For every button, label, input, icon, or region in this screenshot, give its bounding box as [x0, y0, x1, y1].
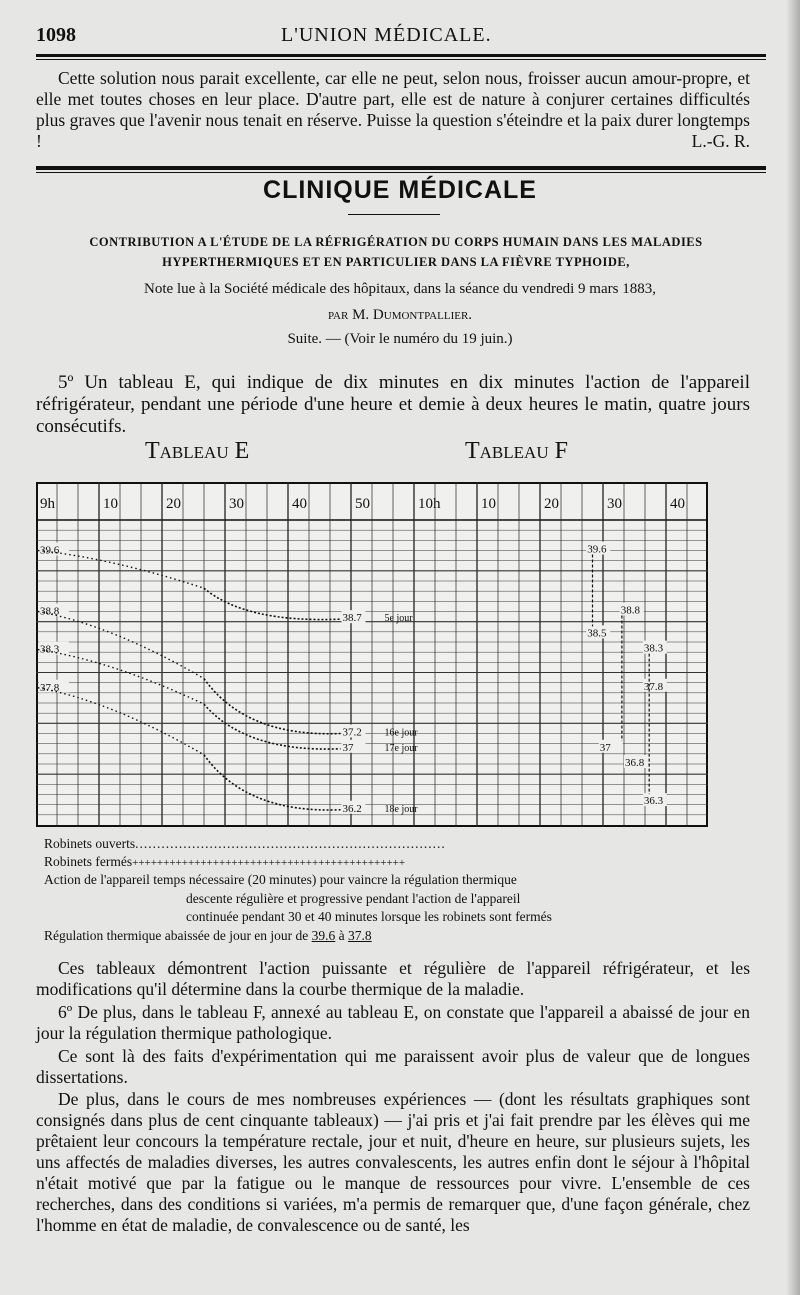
intro-text: Cette solution nous parait excellente, car elle ne peut, selon nous, froisser aucun amour-propre, et elle met toutes choses en leur place. D'autre part, elle est de nature à conjurer certaines difficultés plus graves que l'avenir nous tenait en réserve. Puisse la question s'éteindre et la paix durer longtemps ! [36, 68, 750, 151]
regulation-to: 37.8 [348, 928, 372, 943]
x-header-label: 40 [670, 496, 685, 512]
x-header-label: 10 [103, 496, 118, 512]
legend-robinets-ouverts: Robinets ouverts....................................................................... [44, 836, 446, 851]
body-paragraph-1-text: Ces tableaux démontrent l'action puissante et régulière de l'appareil réfrigérateur, et les modifications qu'il détermine dans la courbe thermique de la maladie. [36, 958, 750, 999]
x-header-label: 30 [229, 496, 244, 512]
author-name: par M. Dumontpallier. [327, 307, 473, 323]
chart-titles [0, 438, 800, 468]
body-paragraph-4 [36, 1089, 750, 1236]
article-author [0, 307, 800, 324]
legend-robinets-ouverts-label: Robinets ouverts [44, 836, 136, 851]
body-paragraph-4-text: De plus, dans le cours de mes nombreuses expériences — (dont les résultats graphiques sont consignés dans plus de cent cinquante tableaux) — j'ai pris et j'ai fait prendre par les élèves qui me prêtaient leur concours la température rectale, jour et nuit, d'heure en heure, sur plusieurs sujets, les uns affectés de maladies diverses, les autres convalescents, les autres enfin dont le séjour à l'hôpital n'était motivé que par la fatigue ou le manque de ressources pour vivre. L'ensemble de ces recherches, dans des conditions si variées, m'a permis de remarquer que, d'une façon générale, chez l'homme en état de maladie, de convalescence ou de santé, les [36, 1089, 750, 1235]
regulation-from: 39.6 [311, 928, 336, 943]
tableau-f-label: 39.6 [587, 543, 607, 556]
series-day-label: 5e jour [384, 613, 413, 625]
section-title: CLINIQUE MÉDICALE [263, 176, 537, 204]
x-header-label: 9h [40, 496, 55, 512]
series-day-label: 18e jour [384, 803, 418, 815]
article-title: CONTRIBUTION A L'ÉTUDE DE LA RÉFRIGÉRATION DU CORPS HUMAIN DANS LES MALADIES HYPERTHERMIQUES ET EN PARTICULIER DANS LA FIÈVRE TYPHOIDE, [89, 235, 703, 269]
tableau-e-title: Tableau E [145, 438, 250, 464]
series-end-label: 37.2 [342, 726, 362, 739]
x-header-label: 30 [607, 496, 622, 512]
tableau-f-label: 36.8 [625, 757, 645, 769]
body-paragraph-3 [36, 1046, 750, 1088]
legend-action-line2: descente régulière et progressive pendant l'action de l'appareil [186, 891, 521, 906]
body-paragraph-2 [36, 1002, 750, 1044]
temperature-label-left: 37.8 [40, 681, 60, 694]
legend-action-line1: Action de l'appareil temps nécessaire (20 minutes) pour vaincre la régulation thermique [44, 872, 517, 887]
x-header-label: 20 [166, 496, 181, 512]
temperature-label-left: 38.3 [40, 643, 60, 656]
page-number: 1098 [36, 24, 76, 46]
article-note: Note lue à la Société médicale des hôpitaux, dans la séance du vendredi 9 mars 1883, [144, 281, 656, 297]
series-end-label: 37 [342, 741, 354, 754]
temperature-label-left: 39.6 [40, 544, 60, 557]
temperature-chart [36, 482, 708, 827]
legend-robinets-fermes: Robinets fermés++++++++++++++++++++++++++++++++++++++++++++ [44, 854, 406, 869]
paragraph-5 [36, 372, 750, 438]
journal-title: L'UNION MÉDICALE. [281, 24, 492, 46]
tableau-f-label: 37 [599, 741, 611, 754]
header-rule [36, 54, 766, 57]
x-header-label: 10 [481, 496, 496, 512]
regulation-mid: à [338, 928, 345, 943]
paragraph-5-text: 5º Un tableau E, qui indique de dix minutes en dix minutes l'action de l'appareil réfrigérateur, pendant une période d'une heure et demie à deux heures le matin, quatre jours consécutifs. [36, 372, 750, 437]
series-end-label: 36.2 [342, 802, 362, 815]
section-rule [36, 166, 766, 170]
temperature-label-left: 38.8 [40, 605, 60, 618]
section-rule-thin [36, 172, 766, 173]
article-suite: Suite. — (Voir le numéro du 19 juin.) [287, 331, 513, 347]
page-header [36, 20, 756, 48]
tableau-f-label: 37.8 [643, 680, 664, 693]
body-paragraph-3-text: Ce sont là des faits d'expérimentation qui me paraissent avoir plus de valeur que de longues dissertations. [36, 1046, 750, 1087]
series-day-label: 16e jour [384, 727, 418, 739]
regulation-prefix: Régulation thermique abaissée de jour en jour de [44, 928, 309, 943]
x-header-label: 20 [544, 496, 559, 512]
body-paragraph-1 [36, 958, 750, 1000]
intro-signature: L.-G. R. [691, 131, 750, 151]
intro-paragraph [36, 68, 750, 152]
x-header-label: 50 [355, 496, 370, 512]
x-header-label: 40 [292, 496, 307, 512]
series-end-label: 38.7 [342, 612, 362, 625]
x-header-label: 10h [418, 496, 441, 512]
header-rule-thin [36, 59, 766, 60]
tableau-f-label: 38.3 [643, 642, 664, 655]
tableau-f-title: Tableau F [465, 438, 568, 464]
legend-robinets-fermes-label: Robinets fermés [44, 854, 133, 869]
section-title-underline [348, 214, 440, 215]
legend-regulation [44, 928, 372, 944]
body-paragraph-2-text: 6º De plus, dans le tableau F, annexé au tableau E, on constate que l'appareil a abaissé de jour en jour la régulation thermique pathologique. [36, 1002, 750, 1043]
tableau-f-label: 38.5 [587, 627, 607, 640]
series-day-label: 17e jour [384, 742, 418, 754]
tableau-f-label: 36.3 [643, 795, 664, 808]
legend-action-line3: continuée pendant 30 et 40 minutes lorsque les robinets sont fermés [186, 909, 552, 924]
tableau-f-label: 38.8 [620, 604, 641, 617]
